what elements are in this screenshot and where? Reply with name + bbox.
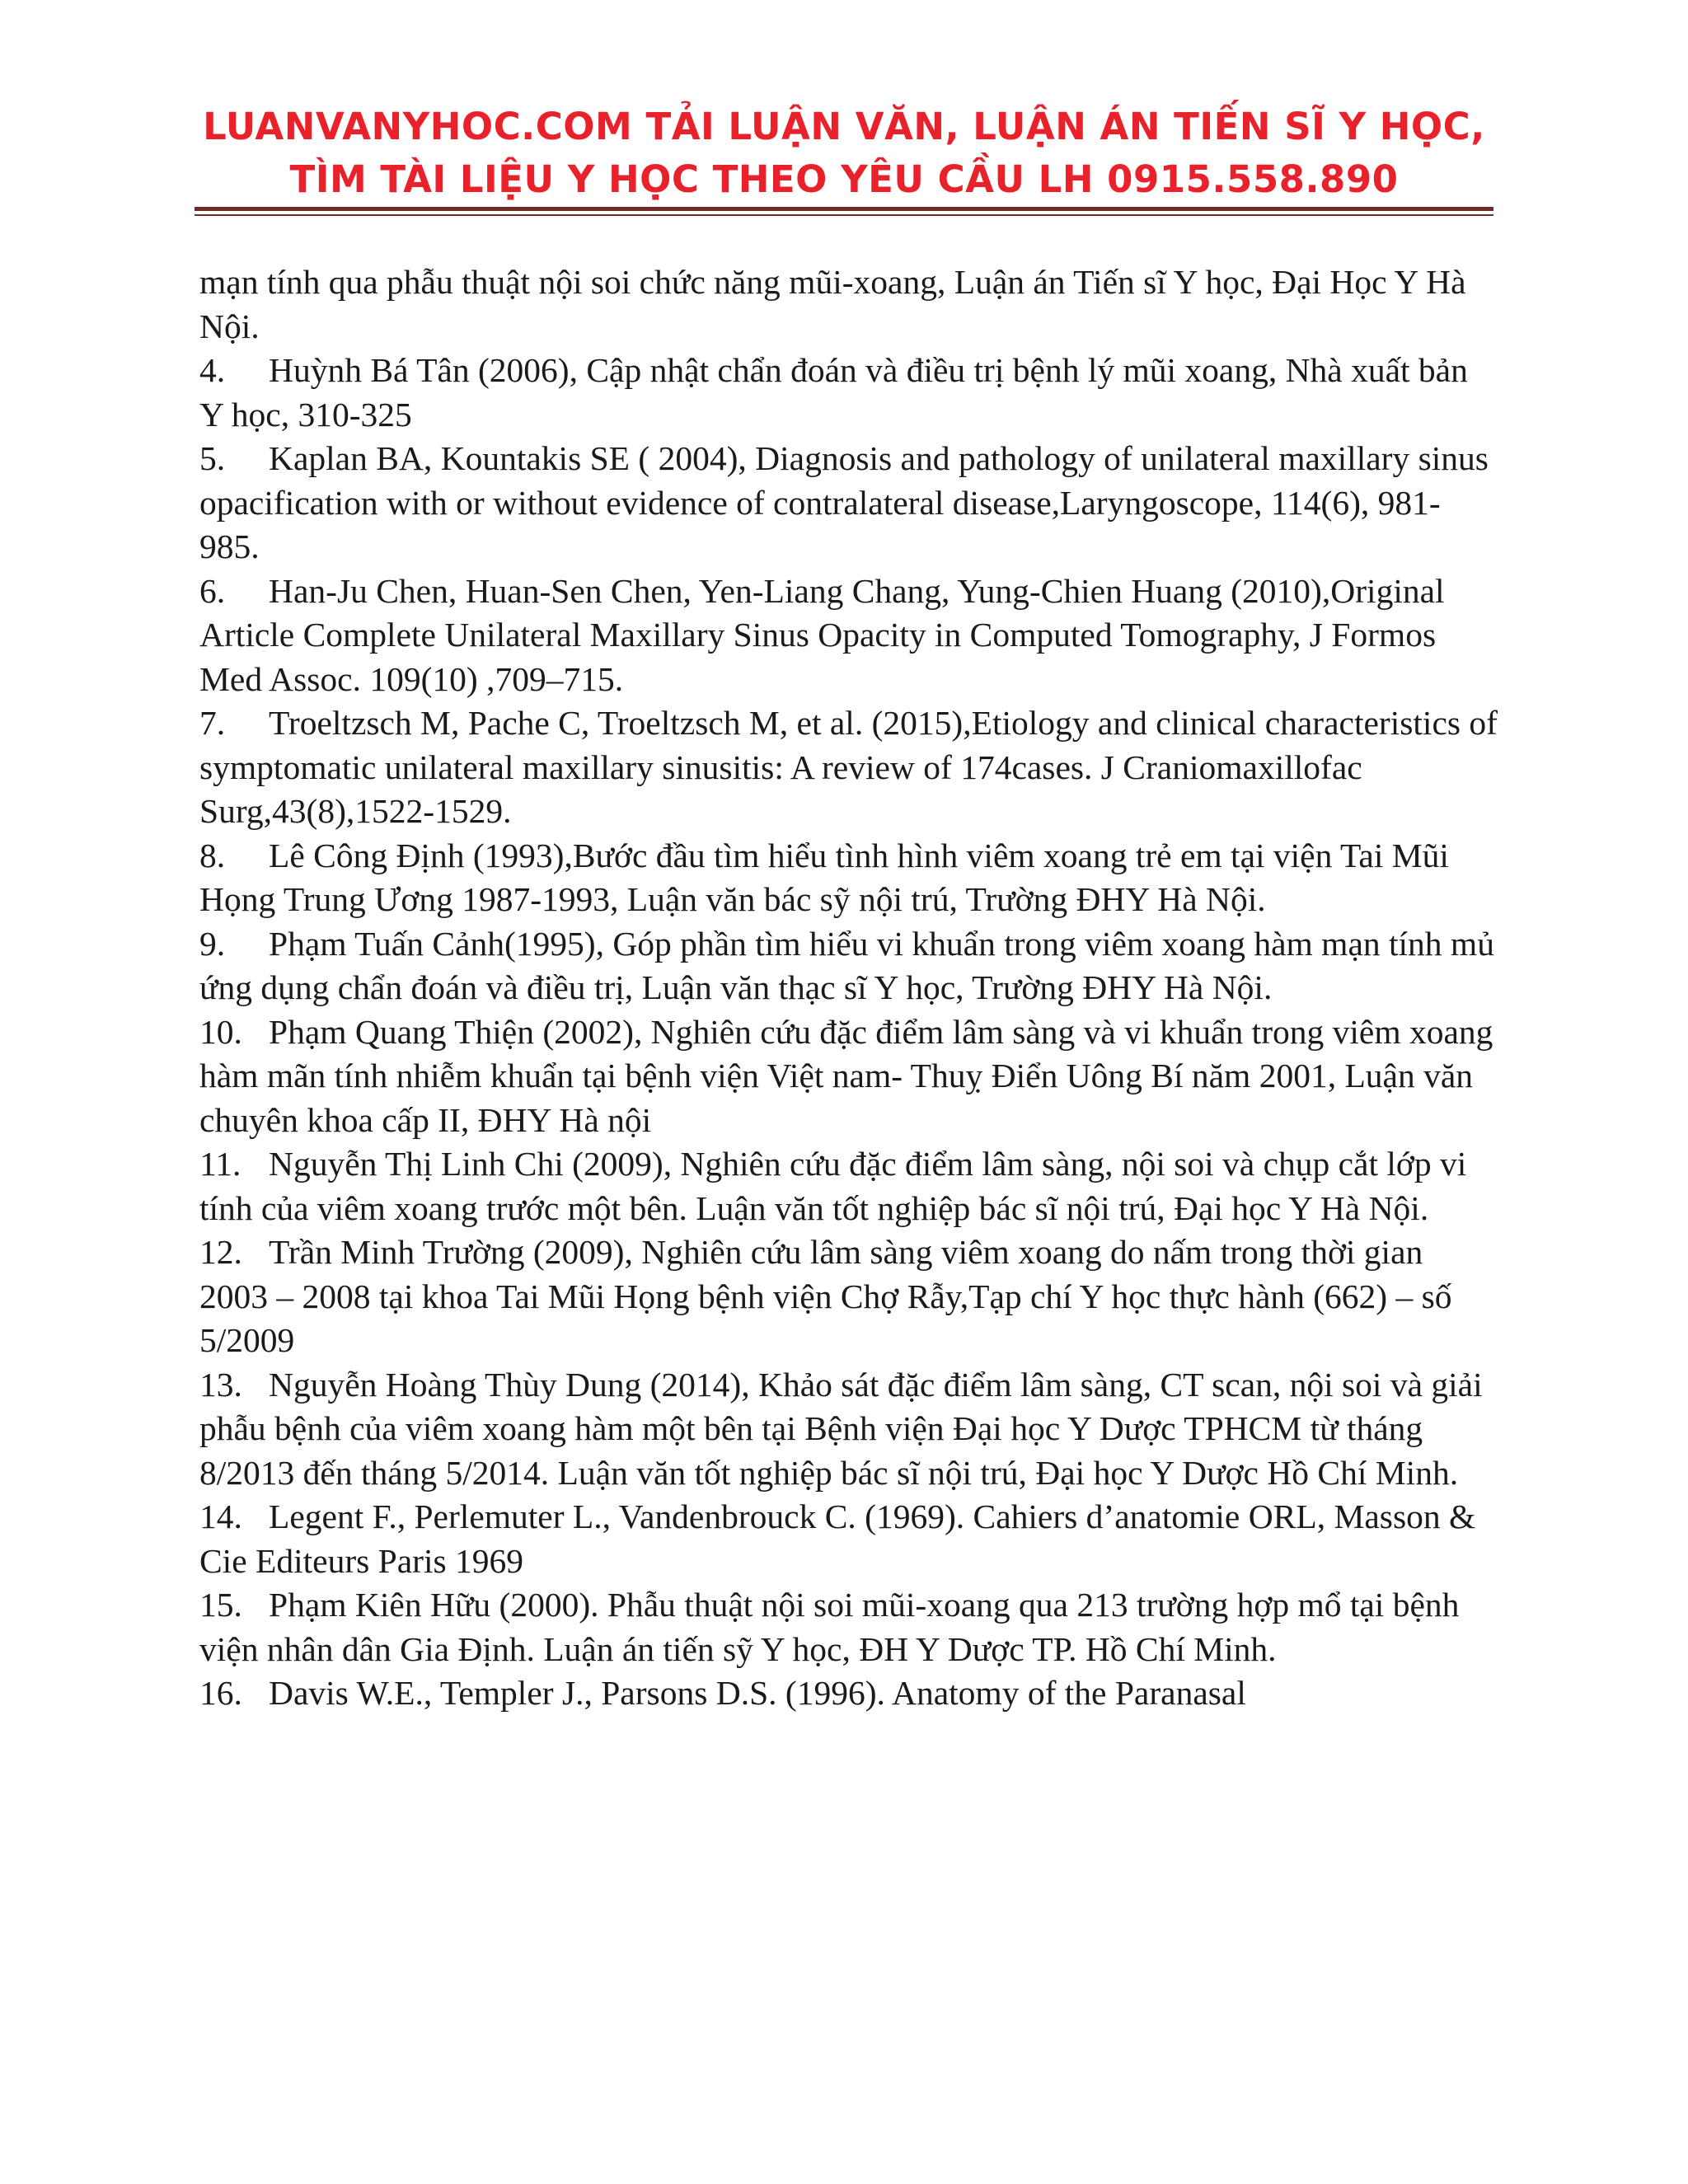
reference-number: 6.	[199, 571, 226, 610]
reference-item	[199, 1671, 1498, 1716]
reference-item	[199, 1142, 1498, 1230]
header-divider-thin	[195, 214, 1493, 216]
page-header	[195, 101, 1493, 206]
reference-item	[199, 834, 1498, 922]
reference-text: Huỳnh Bá Tân (2006), Cập nhật chẩn đoán và điều trị bệnh lý mũi xoang, Nhà xuất bản Y học, 310-325	[199, 351, 1468, 434]
reference-number: 12.	[199, 1233, 242, 1271]
reference-item	[199, 1495, 1498, 1583]
reference-text: Lê Công Định (1993),Bước đầu tìm hiểu tình hình viêm xoang trẻ em tại viện Tai Mũi Họng Trung Ương 1987-1993, Luận văn bác sỹ nội trú, Trường ĐHY Hà Nội.	[199, 836, 1449, 918]
reference-item	[199, 1010, 1498, 1143]
reference-item	[199, 701, 1498, 834]
reference-number: 15.	[199, 1586, 242, 1624]
reference-text: Davis W.E., Templer J., Parsons D.S. (1996). Anatomy of the Paranasal	[269, 1674, 1246, 1712]
reference-item	[199, 349, 1498, 437]
reference-text: Nguyễn Hoàng Thùy Dung (2014), Khảo sát đặc điểm lâm sàng, CT scan, nội soi và giải phẫu bệnh của viêm xoang hàm một bên tại Bệnh viện Đại học Y Dược TPHCM từ tháng 8/2013 đến tháng 5/2014. Luận văn tốt nghiệp bác sĩ nội trú, Đại học Y Dược Hồ Chí Minh.	[199, 1365, 1483, 1492]
reference-text: Phạm Quang Thiện (2002), Nghiên cứu đặc điểm lâm sàng và vi khuẩn trong viêm xoang hàm mãn tính nhiễm khuẩn tại bệnh viện Việt nam- Thuỵ Điển Uông Bí năm 2001, Luận văn chuyên khoa cấp II, ĐHY Hà nội	[199, 1012, 1493, 1139]
reference-number: 13.	[199, 1365, 242, 1404]
reference-item	[199, 922, 1498, 1010]
reference-continued: mạn tính qua phẫu thuật nội soi chức năng mũi-xoang, Luận án Tiến sĩ Y học, Đại Học Y Hà Nội.	[199, 263, 1466, 345]
reference-text: Han-Ju Chen, Huan-Sen Chen, Yen-Liang Chang, Yung-Chien Huang (2010),Original Article Complete Unilateral Maxillary Sinus Opacity in Computed Tomography, J Formos Med Assoc. 109(10) ,709–715.	[199, 571, 1445, 698]
reference-text: Troeltzsch M, Pache C, Troeltzsch M, et al. (2015),Etiology and clinical characteristics of symptomatic unilateral maxillary sinusitis: A review of 174cases. J Craniomaxillofac Surg,43(8),1522-1529.	[199, 704, 1498, 830]
reference-number: 16.	[199, 1674, 242, 1712]
reference-number: 14.	[199, 1497, 242, 1535]
reference-item	[199, 1230, 1498, 1363]
reference-item	[199, 437, 1498, 569]
reference-item	[199, 1363, 1498, 1496]
reference-number: 4.	[199, 351, 226, 389]
reference-number: 8.	[199, 836, 226, 874]
reference-number: 10.	[199, 1012, 242, 1051]
reference-number: 5.	[199, 439, 226, 477]
reference-text: Phạm Tuấn Cảnh(1995), Góp phần tìm hiểu vi khuẩn trong viêm xoang hàm mạn tính mủ ứng dụng chẩn đoán và điều trị, Luận văn thạc sĩ Y học, Trường ĐHY Hà Nội.	[199, 924, 1494, 1006]
header-divider-thick	[195, 207, 1493, 211]
header-line-2: TÌM TÀI LIỆU Y HỌC THEO YÊU CẦU LH 0915.558.890	[289, 157, 1399, 201]
reference-text: Kaplan BA, Kountakis SE ( 2004), Diagnosis and pathology of unilateral maxillary sinus opacification with or without evidence of contralateral disease,Laryngoscope, 114(6), 981-985.	[199, 439, 1489, 565]
reference-item	[199, 569, 1498, 702]
reference-list	[199, 260, 1498, 1716]
reference-item	[199, 1583, 1498, 1671]
reference-number: 7.	[199, 704, 226, 742]
reference-text: Legent F., Perlemuter L., Vandenbrouck C. (1969). Cahiers d’anatomie ORL, Masson & Cie Editeurs Paris 1969	[199, 1497, 1476, 1580]
header-line-1: LUANVANYHOC.COM TẢI LUẬN VĂN, LUẬN ÁN TIẾN SĨ Y HỌC,	[203, 105, 1485, 148]
reference-number: 9.	[199, 924, 226, 963]
reference-text: Phạm Kiên Hữu (2000). Phẫu thuật nội soi mũi-xoang qua 213 trường hợp mổ tại bệnh viện nhân dân Gia Định. Luận án tiến sỹ Y học, ĐH Y Dược TP. Hồ Chí Minh.	[199, 1586, 1460, 1668]
reference-number: 11.	[199, 1145, 241, 1183]
reference-text: Trần Minh Trường (2009), Nghiên cứu lâm sàng viêm xoang do nấm trong thời gian 2003 – 2008 tại khoa Tai Mũi Họng bệnh viện Chợ Rẫy,Tạp chí Y học thực hành (662) – số 5/2009	[199, 1233, 1452, 1359]
reference-text: Nguyễn Thị Linh Chi (2009), Nghiên cứu đặc điểm lâm sàng, nội soi và chụp cắt lớp vi tính của viêm xoang trước một bên. Luận văn tốt nghiệp bác sĩ nội trú, Đại học Y Hà Nội.	[199, 1145, 1467, 1227]
